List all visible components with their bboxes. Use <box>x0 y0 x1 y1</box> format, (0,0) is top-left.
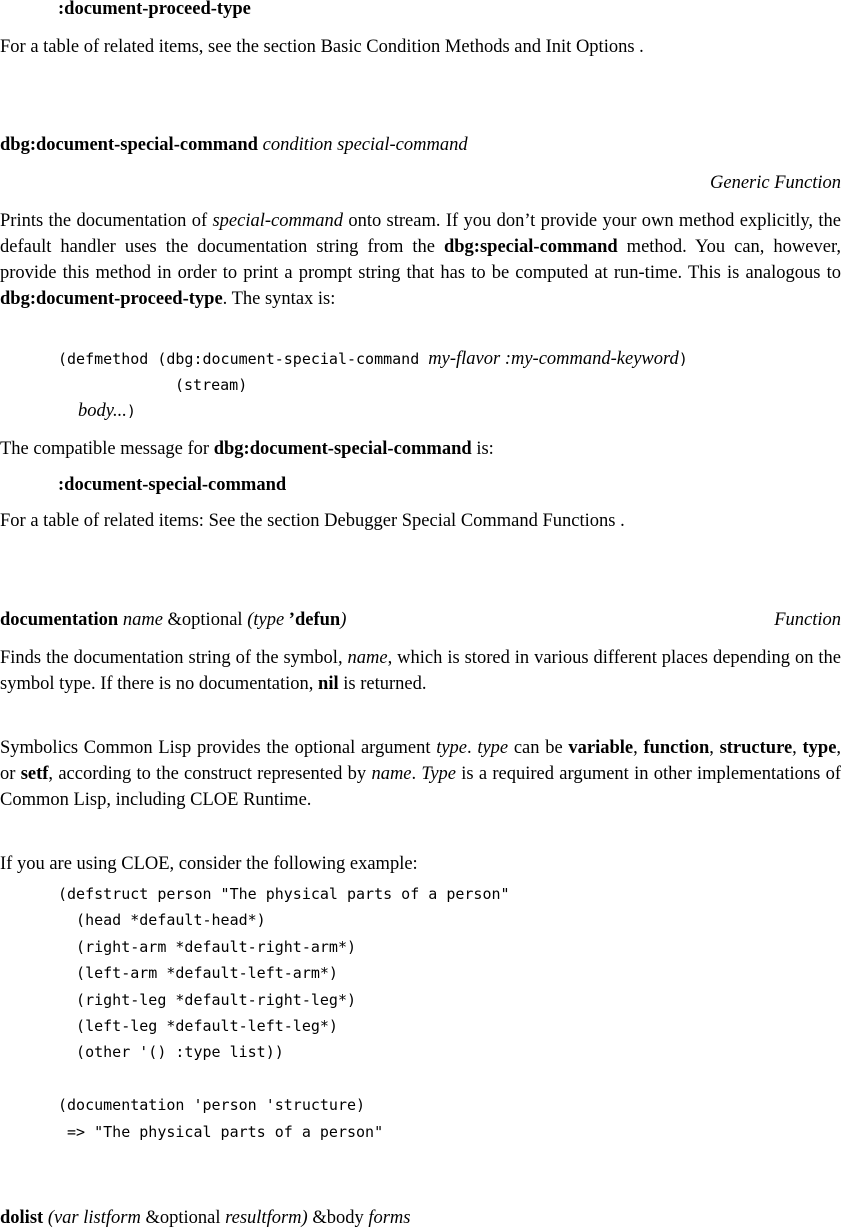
code-line: (right-leg *default-right-leg*) <box>58 990 357 1009</box>
compatible-message-paragraph: The compatible message for dbg:document-special-command is: <box>0 439 494 459</box>
code-line: (left-leg *default-left-leg*) <box>58 1017 338 1036</box>
code-line: (other '() :type list)) <box>58 1043 284 1062</box>
entry-heading-documentation: documentation name &optional (type ’defun) Function <box>0 607 841 633</box>
related-section-link[interactable]: Basic Condition Methods and Init Options <box>320 37 635 57</box>
code-line: (left-arm *default-left-arm*) <box>58 964 338 983</box>
code-line: (head *default-head*) <box>58 911 266 930</box>
code-line: (right-arm *default-right-arm*) <box>58 937 357 956</box>
example-intro: If you are using CLOE, consider the following example: <box>0 854 418 874</box>
optional-argument-paragraph: Symbolics Common Lisp provides the optional argument type. type can be variable, function, structure, type, or setf, according to the construct represented by name. Type is a required argument in other implementations of Common Lisp, including CLOE Runtime. <box>0 738 841 810</box>
code-line: (defstruct person "The physical parts of a person" <box>58 885 510 903</box>
function-name: documentation <box>0 610 119 630</box>
syntax-code-block: (defmethod (dbg:document-special-command my-flavor :my-command-keyword) <box>58 349 688 369</box>
description-paragraph: Finds the documentation string of the symbol, name, which is stored in various different places depending on the symbol type. If there is no documentation, nil is returned. <box>0 648 841 694</box>
related-items-paragraph: For a table of related items, see the section Basic Condition Methods and Init Options . <box>0 37 644 57</box>
argument-list: condition special-command <box>262 135 468 155</box>
code-line <box>58 1066 510 1092</box>
syntax-code-line-3: body...) <box>78 401 136 421</box>
code-line: (documentation 'person 'structure) <box>58 1096 366 1115</box>
entry-heading-dolist: dolist (var listform &optional resultform) &body forms <box>0 1208 411 1228</box>
compatible-message-name: :document-special-command <box>58 475 287 495</box>
message-document-proceed-type: :document-proceed-type <box>58 0 251 19</box>
entry-heading-document-special-command <box>0 132 841 158</box>
function-name: dolist <box>0 1208 44 1228</box>
example-code-block <box>58 881 510 1145</box>
description-paragraph: Prints the documentation of special-command onto stream. If you don’t provide your own method explicitly, the default handler uses the documentation string from the dbg:special-command method. You can, however, provide this method in order to print a prompt string that has to be computed at run-time. This is analogous to dbg:document-proceed-type. The syntax is: <box>0 211 841 309</box>
entry-kind: Function <box>774 610 841 630</box>
function-name: dbg:document-special-command <box>0 135 258 155</box>
related-section-link[interactable]: Debugger Special Command Functions <box>324 511 616 531</box>
code-line: => "The physical parts of a person" <box>58 1122 384 1141</box>
syntax-code-line-2: (stream) <box>175 376 248 394</box>
related-items-paragraph-2: For a table of related items: See the section Debugger Special Command Functions . <box>0 511 625 531</box>
